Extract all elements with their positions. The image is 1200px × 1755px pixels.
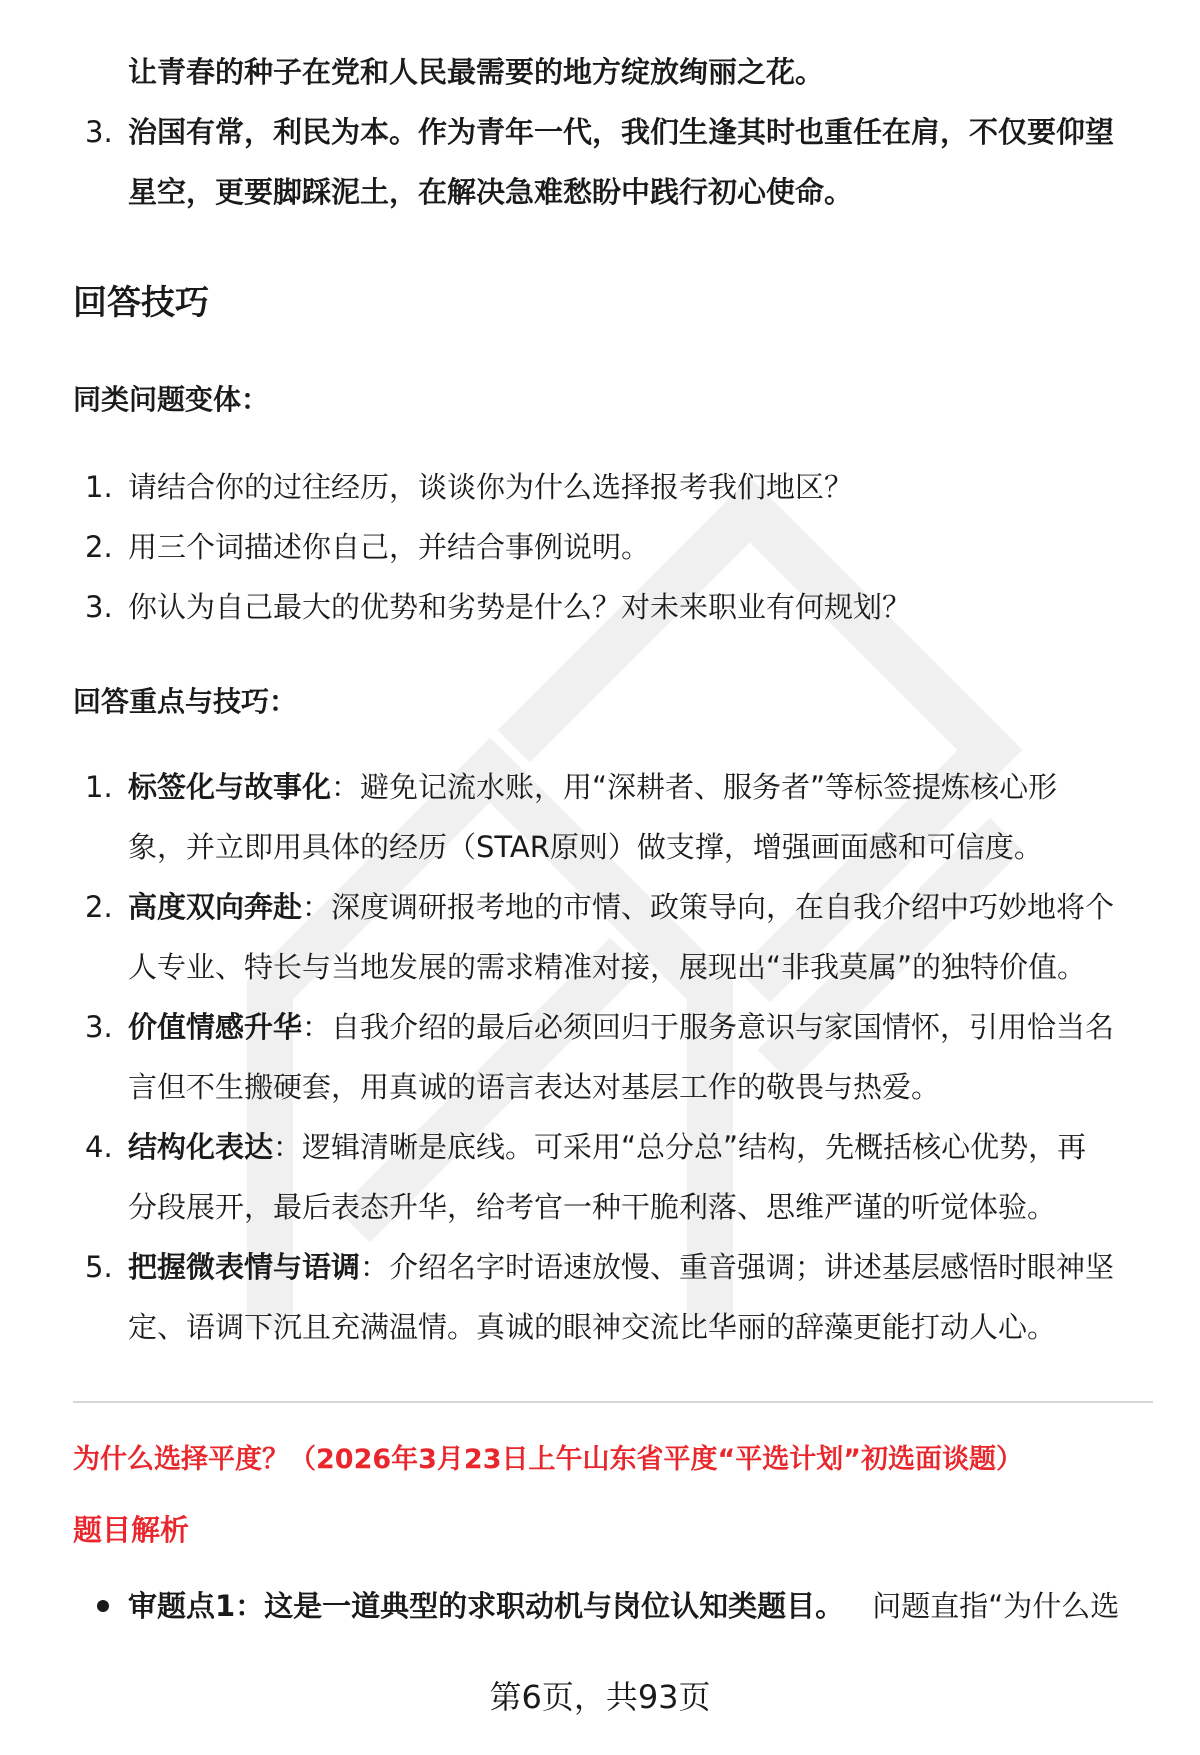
bullet-dot <box>97 1600 109 1612</box>
list-item-body: ：深度调研报考地的市情、政策导向，在自我介绍中巧妙地将个 <box>302 890 1115 924</box>
list-number: 2. <box>85 890 113 924</box>
list-item-line-cont: 分段展开，最后表态升华，给考官一种干脆利落、思维严谨的听觉体验。 <box>128 1190 1057 1224</box>
list-item-line <box>128 1247 1114 1287</box>
list-item-title: 把握微表情与语调 <box>128 1250 361 1284</box>
list-item-line <box>128 1127 1086 1167</box>
bullet-rest-text: 问题直指“为什么选 <box>872 1589 1120 1623</box>
question-title: 为什么选择平度？（2026年3月23日上午山东省平度“平选计划”初选面谈题） <box>73 1444 1023 1475</box>
list-item-body: ：自我介绍的最后必须回归于服务意识与家国情怀，引用恰当名 <box>302 1010 1115 1044</box>
list-number: 3. <box>85 1010 113 1044</box>
list-item-title: 结构化表达 <box>128 1130 274 1164</box>
analysis-heading: 题目解析 <box>73 1513 190 1547</box>
section-divider <box>73 1401 1153 1403</box>
list-item-line <box>128 767 1057 807</box>
continuation-line: 让青春的种子在党和人民最需要的地方绽放绚丽之花。 <box>128 55 825 89</box>
list-item-title: 价值情感升华 <box>128 1010 303 1044</box>
list-number: 5. <box>85 1250 113 1284</box>
list-item-line-cont: 人专业、特长与当地发展的需求精准对接，展现出“非我莫属”的独特价值。 <box>128 950 1087 984</box>
list-item-line-cont: 象，并立即用具体的经历（STAR原则）做支撑，增强画面感和可信度。 <box>128 830 1043 864</box>
section-heading: 回答技巧 <box>73 283 209 323</box>
bullet-item <box>128 1586 1119 1626</box>
list-item-text-cont: 星空，更要脚踩泥土，在解决急难愁盼中践行初心使命。 <box>128 175 854 209</box>
list-number: 1. <box>85 470 113 504</box>
list-item-text: 你认为自己最大的优势和劣势是什么？对未来职业有何规划？ <box>128 590 912 624</box>
list-item-body: ：介绍名字时语速放慢、重音强调；讲述基层感悟时眼神坚 <box>360 1250 1115 1284</box>
list-item-title: 高度双向奔赴 <box>128 890 303 924</box>
list-item-line-cont: 定、语调下沉且充满温情。真诚的眼神交流比华丽的辞藻更能打动人心。 <box>128 1310 1057 1344</box>
list-item-body: ：逻辑清晰是底线。可采用“总分总”结构，先概括核心优势，再 <box>273 1130 1087 1164</box>
subsection-heading-variants: 同类问题变体： <box>73 383 270 416</box>
list-item-text: 治国有常，利民为本。作为青年一代，我们生逢其时也重任在肩，不仅要仰望 <box>128 115 1115 149</box>
list-item-line <box>128 1007 1114 1047</box>
page-footer: 第6页，共93页 <box>489 1678 711 1716</box>
bullet-bold-text: 审题点1：这是一道典型的求职动机与岗位认知类题目。 <box>128 1589 845 1623</box>
list-number: 1. <box>85 770 113 804</box>
list-item-text: 请结合你的过往经历，谈谈你为什么选择报考我们地区？ <box>128 470 854 504</box>
list-number: 3. <box>85 590 113 624</box>
list-number: 4. <box>85 1130 113 1164</box>
subsection-heading-key-points: 回答重点与技巧： <box>73 685 298 718</box>
list-number: 3. <box>85 115 113 149</box>
list-item-title: 标签化与故事化 <box>128 770 332 804</box>
list-number: 2. <box>85 530 113 564</box>
list-item-line-cont: 言但不生搬硬套，用真诚的语言表达对基层工作的敬畏与热爱。 <box>128 1070 941 1104</box>
list-item-line <box>128 887 1114 927</box>
list-item-body: ：避免记流水账，用“深耕者、服务者”等标签提炼核心形 <box>331 770 1058 804</box>
list-item-text: 用三个词描述你自己，并结合事例说明。 <box>128 530 651 564</box>
